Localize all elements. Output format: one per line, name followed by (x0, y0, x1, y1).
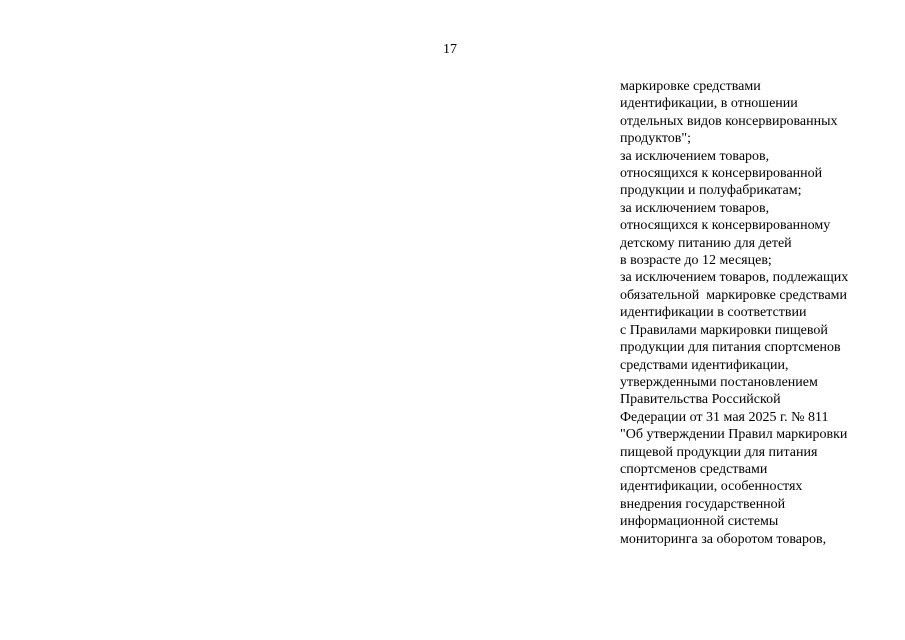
text-line: с Правилами маркировки пищевой (620, 322, 828, 338)
text-line: "Об утверждении Правил маркировки (620, 427, 848, 443)
text-line: за исключением товаров, (620, 200, 770, 216)
text-line: идентификации, особенностях (620, 479, 803, 495)
text-line: идентификации в соответствии (620, 305, 807, 321)
text-line: информационной системы (620, 514, 779, 530)
text-line: Правительства Российской (620, 392, 781, 408)
text-line: продуктов"; (620, 131, 691, 147)
text-line: спортсменов средствами (620, 461, 768, 477)
text-line: маркировке средствами (620, 79, 761, 94)
text-line: продукции и полуфабрикатам; (620, 183, 802, 199)
text-line: Федерации от 31 мая 2025 г. № 811 (620, 409, 829, 425)
text-line: за исключением товаров, (620, 148, 770, 164)
text-line: утвержденными постановлением (620, 374, 818, 390)
text-line: пищевой продукции для питания (620, 444, 818, 460)
text-line: мониторинга за оборотом товаров, (620, 531, 827, 547)
text-line: внедрения государственной (620, 496, 786, 512)
text-line: детскому питанию для детей (620, 235, 792, 251)
text-line: идентификации, в отношении (620, 96, 798, 112)
text-line: относящихся к консервированному (620, 218, 831, 234)
text-line: относящихся к консервированной (620, 166, 823, 182)
text-line: средствами идентификации, (620, 357, 789, 373)
text-line: в возрасте до 12 месяцев; (620, 253, 772, 269)
text-line: продукции для питания спортсменов (620, 340, 841, 356)
text-line: за исключением товаров, подлежащих (620, 270, 849, 286)
text-line: отдельных видов консервированных (620, 113, 838, 129)
text-column (620, 78, 890, 548)
text-line: обязательной маркировке средствами (620, 287, 848, 303)
page-number: 17 (443, 42, 457, 57)
